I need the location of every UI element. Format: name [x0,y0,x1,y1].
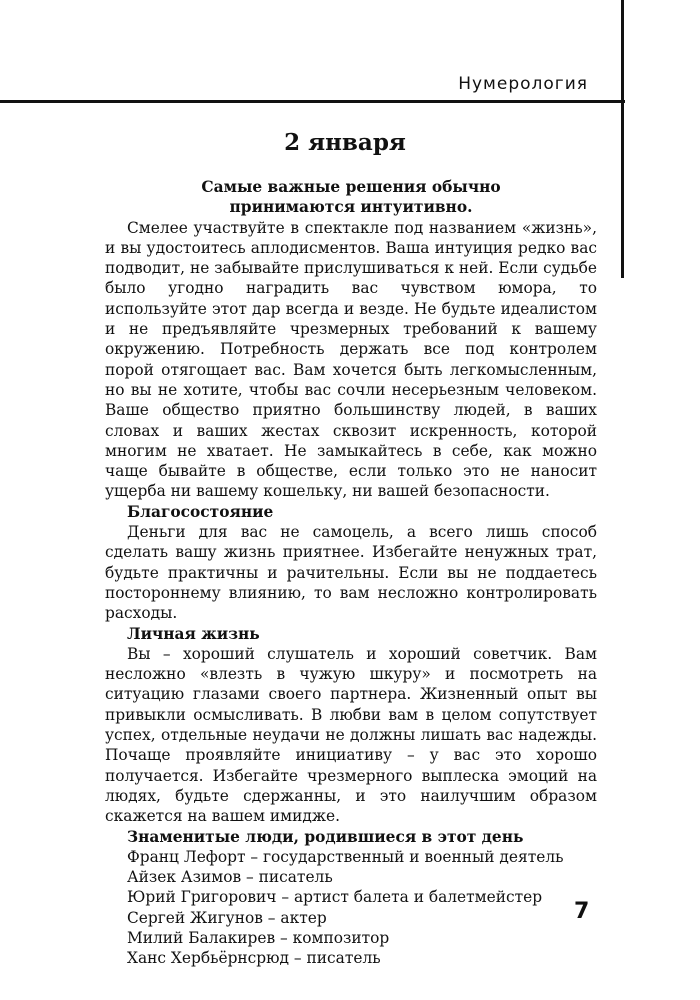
intro-paragraph: Смелее участвуйте в спектакле под названием «жизнь», и вы удостоитесь аплодисментов. Ваша интуиция редко вас подводит, не забывайте прислушиваться к ней. Если судьбе было угодно наградить вас чувством юмора, то используйте этот дар всегда и везде. Не будьте идеалистом и не предъявляйте чрезмерных требований к вашему окружению. Потребность держать все под контролем порой отягощает вас. Вам хочется быть легкомысленным, но вы не хотите, чтобы вас сочли несерьезным человеком. Ваше общество приятно большинству людей, в ваших словах и ваших жестах сквозит искренность, которой многим не хватает. Не замыкайтесь в себе, как можно чаще бывайте в обществе, если только это не наносит ущерба ни вашему кошельку, ни вашей безопасности. [105,218,597,501]
personal-life-heading: Личная жизнь [127,624,260,643]
famous-people-list [105,847,597,969]
lead-sentence: Самые важные решения обычно принимаются интуитивно. [201,178,501,217]
famous-person: Сергей Жигунов – актер [127,908,327,927]
wellbeing-heading: Благосостояние [127,502,274,521]
famous-person: Айзек Азимов – писатель [127,868,333,887]
famous-person: Юрий Григорович – артист балета и балетмейстер [127,888,543,907]
header-rule [0,100,625,103]
famous-person: Милий Балакирев – композитор [127,928,390,947]
article-body [105,177,597,969]
page-title: 2 января [284,129,406,156]
famous-person: Франц Лефорт – государственный и военный деятель [127,847,564,866]
running-head: Нумерология [458,74,588,94]
famous-people-heading: Знаменитые люди, родившиеся в этот день [127,827,524,846]
famous-person: Ханс Хербьёрнсрюд – писатель [127,949,381,968]
margin-rule [621,0,624,278]
wellbeing-paragraph: Деньги для вас не самоцель, а всего лишь способ сделать вашу жизнь приятнее. Избегайте ненужных трат, будьте практичны и рачительны. Если вы не поддаетесь постороннему влиянию, то вам несложно контролировать расходы. [105,523,597,623]
page-number: 7 [574,899,590,924]
personal-life-paragraph: Вы – хороший слушатель и хороший советчик. Вам несложно «влезть в чужую шкуру» и посмотреть на ситуацию глазами своего партнера. Жизненный опыт вы привыкли осмысливать. В любви вам в целом сопутствует успех, отдельные неудачи не должны лишать вас надежды. Почаще проявляйте инициативу – у вас это хорошо получается. Избегайте чрезмерного выплеска эмоций на людях, будьте сдержанны, и это наилучшим образом скажется на вашем имидже. [105,644,597,826]
